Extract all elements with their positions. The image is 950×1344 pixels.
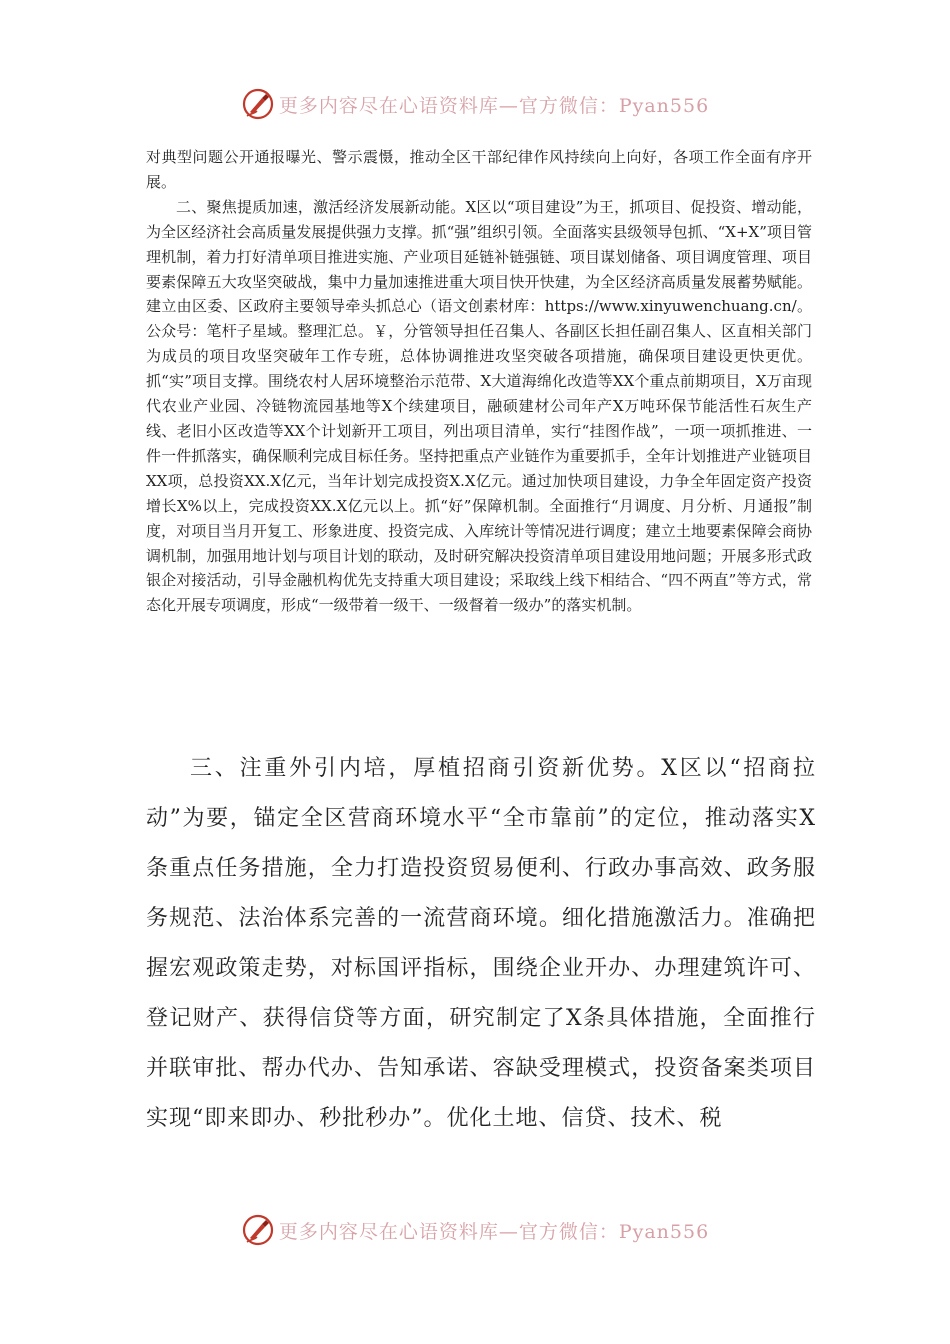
paragraph-2: 二、聚焦提质加速，激活经济发展新动能。X区以“项目建设”为王，抓项目、促投资、增动能，为全区经济社会高质量发展提供强力支撑。抓“强”组织引领。全面落实县级领导包抓、“X+X”项目管理机制，着力打好清单项目推进实施、产业项目延链补链强链、项目谋划储备、项目调度管理、项目要素保障五大攻坚突破战，集中力量加速推进重大项目快开快建，为全区经济高质量发展蓄势赋能。建立由区委、区政府主要领导牵头抓总心（语文创素材库：https://www.xinyuwenchuang.cn/。公众号：笔杆子星域。整理汇总。￥，分管领导担任召集人、各副区长担任副召集人、区直相关部门为成员的项目攻坚突破年工作专班，总体协调推进攻坚突破各项措施，确保项目建设更快更优。抓“实”项目支撑。围绕农村人居环境整治示范带、X大道海绵化改造等XX个重点前期项目，X万亩现代农业产业园、冷链物流园基地等X个续建项目，融硕建材公司年产X万吨环保节能活性石灰生产线、老旧小区改造等XX个计划新开工项目，列出项目清单，实行“挂图作战”，一项一项抓推进、一件一件抓落实，确保顺利完成目标任务。坚持把重点产业链作为重要抓手，全年计划推进产业链项目XX项，总投资XX.X亿元，当年计划完成投资X.X亿元。通过加快项目建设，力争全年固定资产投资增长X%以上，完成投资XX.X亿元以上。抓“好”保障机制。全面推行“月调度、月分析、月通报”制度，对项目当月开复工、形象进度、投资完成、入库统计等情况进行调度；建立土地要素保障会商协调机制，加强用地计划与项目计划的联动，及时研究解决投资清单项目建设用地问题；开展多形式政银企对接活动，引导金融机构优先支持重大项目建设；采取线上线下相结合、“四不两直”等方式，常态化开展专项调度，形成“一级带着一级干、一级督着一级办”的落实机制。 bbox=[146, 197, 812, 615]
watermark-text: 更多内容尽在心语资料库—官方微信：Pyan556 bbox=[278, 94, 710, 117]
watermark-text: 更多内容尽在心语资料库—官方微信：Pyan556 bbox=[278, 1220, 710, 1243]
footer-watermark-banner bbox=[0, 1212, 950, 1248]
document-body-large bbox=[146, 744, 816, 1144]
paragraph-1: 对典型问题公开通报曝光、警示震慑，推动全区干部纪律作风持续向上向好，各项工作全面有序开展。 bbox=[146, 148, 812, 191]
pen-circle-logo-icon bbox=[241, 87, 275, 121]
header-watermark-banner bbox=[0, 86, 950, 122]
paragraph-3: 三、注重外引内培，厚植招商引资新优势。X区以“招商拉动”为要，锚定全区营商环境水平“全市靠前”的定位，推动落实X条重点任务措施，全力打造投资贸易便利、行政办事高效、政务服务规范、法治体系完善的一流营商环境。细化措施激活力。准确把握宏观政策走势，对标国评指标，围绕企业开办、办理建筑许可、登记财产、获得信贷等方面，研究制定了X条具体措施，全面推行并联审批、帮办代办、告知承诺、容缺受理模式，投资备案类项目实现“即来即办、秒批秒办”。优化土地、信贷、技术、税 bbox=[146, 756, 816, 1131]
pen-circle-logo-icon bbox=[241, 1213, 275, 1247]
document-body-small bbox=[146, 145, 812, 618]
